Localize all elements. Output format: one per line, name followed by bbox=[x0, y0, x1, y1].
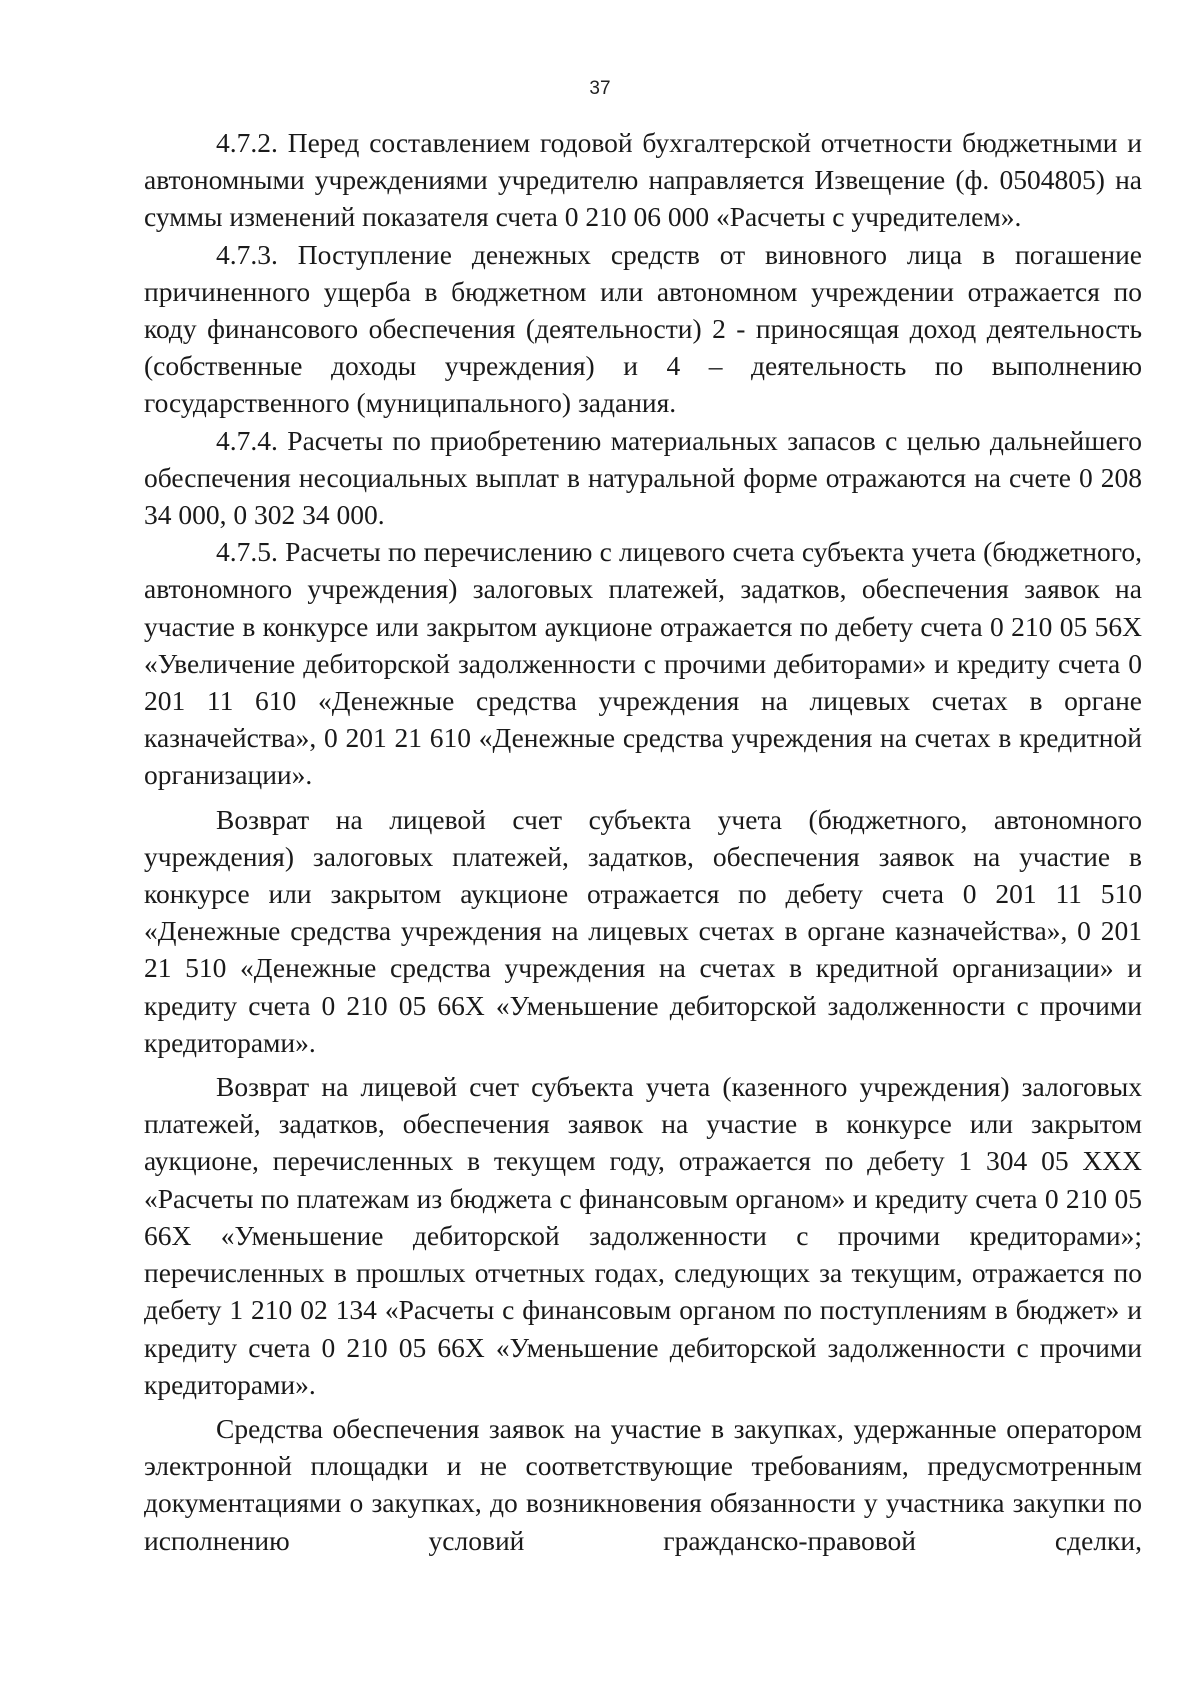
paragraph-4-7-4: 4.7.4. Расчеты по приобретению материальных запасов с целью дальнейшего обеспечения несоциальных выплат в натуральной форме отражаются на счете 0 208 34 000, 0 302 34 000. bbox=[144, 424, 1142, 531]
paragraph-4-7-3: 4.7.3. Поступление денежных средств от виновного лица в погашение причиненного ущерба в бюджетном или автономном учреждении отражается по коду финансового обеспечения (деятельности) 2 - приносящая доход деятельность (собственные доходы учреждения) и 4 – деятельность по выполнению государственного (муниципального) задания. bbox=[144, 238, 1142, 419]
paragraph-4-7-2: 4.7.2. Перед составлением годовой бухгалтерской отчетности бюджетными и автономными учреждениями учредителю направляется Извещение (ф. 0504805) на суммы изменений показателя счета 0 210 06 000 «Расчеты с учредителем». bbox=[144, 127, 1142, 233]
paragraph-return-state-institution: Возврат на лицевой счет субъекта учета (казенного учреждения) залоговых платежей, задатков, обеспечения заявок на участие в конкурсе или закрытом аукционе, перечисленных в текущем году, отражается по дебету 1 304 05 ХХХ «Расчеты по платежам из бюджета с финансовым органом» и кредиту счета 0 210 05 66Х «Уменьшение дебиторской задолженности с прочими кредиторами»; перечисленных в прошлых отчетных годах, следующих за текущим, отражается по дебету 1 210 02 134 «Расчеты с финансовым органом по поступлениям в бюджет» и кредиту счета 0 210 05 66Х «Уменьшение дебиторской задолженности с прочими кредиторами». bbox=[144, 1071, 1142, 1400]
paragraph-return-budget-autonomous: Возврат на лицевой счет субъекта учета (бюджетного, автономного учреждения) залоговых платежей, задатков, обеспечения заявок на участие в конкурсе или закрытом аукционе отражается по дебету счета 0 201 11 510 «Денежные средства учреждения на лицевых счетах в органе казначейства», 0 201 21 510 «Денежные средства учреждения на счетах в кредитной организации» и кредиту счета 0 210 05 66Х «Уменьшение дебиторской задолженности с прочими кредиторами». bbox=[144, 803, 1142, 1058]
paragraph-4-7-5: 4.7.5. Расчеты по перечислению с лицевого счета субъекта учета (бюджетного, автономного учреждения) залоговых платежей, задатков, обеспечения заявок на участие в конкурсе или закрытом аукционе отражается по дебету счета 0 210 05 56Х «Увеличение дебиторской задолженности с прочими дебиторами» и кредиту счета 0 201 11 610 «Денежные средства учреждения на лицевых счетах в органе казначейства», 0 201 21 610 «Денежные средства учреждения на счетах в кредитной организации». bbox=[144, 536, 1142, 791]
paragraph-procurement-security: Средства обеспечения заявок на участие в закупках, удержанные оператором электронной площадки и не соответствующие требованиям, предусмотренным документациями о закупках, до возникновения обязанности у участника закупки по исполнению условий гражданско-правовой сделки, bbox=[144, 1412, 1142, 1556]
document-body bbox=[144, 124, 1142, 1559]
page-number: 37 bbox=[589, 78, 611, 99]
